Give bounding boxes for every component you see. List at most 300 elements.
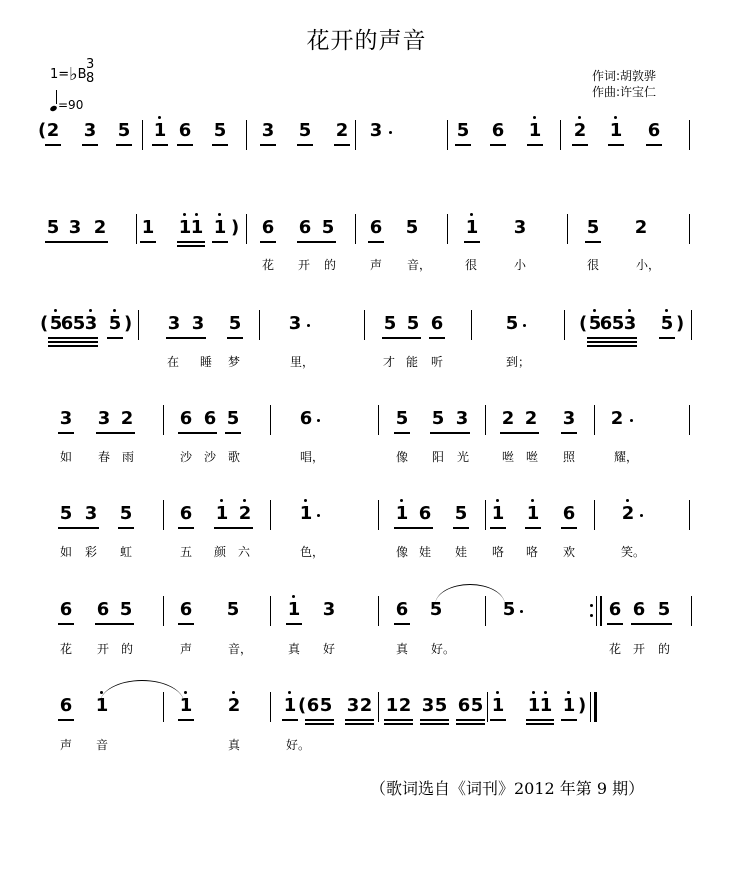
underline — [456, 719, 485, 721]
barline — [270, 405, 271, 435]
time-signature — [86, 58, 94, 86]
underline — [585, 241, 601, 243]
note: 2 — [227, 695, 241, 716]
note: 3 — [191, 313, 205, 334]
augmentation-dot — [317, 419, 320, 422]
underline — [48, 337, 98, 339]
lyric: 的 — [657, 642, 670, 656]
underline — [212, 241, 228, 243]
underline — [297, 241, 336, 243]
underline — [95, 623, 134, 625]
note: 1 — [395, 503, 409, 524]
underline — [394, 527, 433, 529]
note: 6 — [369, 217, 383, 238]
augmentation-dot — [389, 131, 392, 134]
open-paren: ( — [298, 695, 307, 716]
high-dot — [578, 116, 581, 119]
composer-credit: 作曲:许宝仁 — [592, 85, 657, 99]
underline — [384, 719, 413, 721]
underline — [166, 337, 206, 339]
underline — [305, 723, 334, 725]
high-dot — [243, 499, 246, 502]
underline — [526, 723, 554, 725]
underline — [382, 337, 421, 339]
note: 6 — [632, 599, 646, 620]
underline — [45, 144, 61, 146]
barline — [378, 500, 379, 530]
note: 2 — [238, 503, 252, 524]
lyric: 音， — [228, 642, 253, 656]
underline — [345, 723, 374, 725]
lyric: 的 — [323, 258, 336, 272]
underline — [561, 527, 577, 529]
underline — [587, 337, 637, 339]
underline — [420, 723, 449, 725]
barline — [596, 596, 597, 626]
barline — [564, 310, 565, 340]
note: 5 — [298, 120, 312, 141]
underline — [48, 341, 98, 343]
note: 5 — [588, 313, 602, 334]
note: 1 — [190, 217, 204, 238]
quarter-note-icon — [49, 105, 57, 112]
underline — [500, 432, 539, 434]
note: 5 — [226, 599, 240, 620]
underline — [526, 719, 554, 721]
high-dot — [400, 499, 403, 502]
lyric: 梦 — [227, 355, 240, 369]
underline — [177, 144, 193, 146]
note: 1 — [539, 695, 553, 716]
underline — [260, 144, 276, 146]
note: 3 — [369, 120, 383, 141]
note: 3 — [421, 695, 435, 716]
underline — [286, 623, 302, 625]
note: 3 — [513, 217, 527, 238]
high-dot — [288, 691, 291, 694]
underline — [58, 432, 74, 434]
close-paren: ) — [231, 217, 240, 238]
note: 5 — [454, 503, 468, 524]
note: 5 — [470, 695, 484, 716]
note: 3 — [97, 408, 111, 429]
barline — [138, 310, 139, 340]
underline — [214, 527, 253, 529]
lyric: 咯 — [525, 545, 538, 559]
high-dot — [304, 499, 307, 502]
song-title: 花开的声音 — [306, 28, 427, 54]
note: 3 — [83, 120, 97, 141]
note: 2 — [335, 120, 349, 141]
underline — [178, 432, 217, 434]
note: 5 — [49, 313, 63, 334]
lyric: 雨 — [121, 450, 134, 464]
note: 6 — [179, 408, 193, 429]
lyric: 像 — [395, 450, 408, 464]
lyric: 小， — [636, 258, 661, 272]
underline — [178, 527, 194, 529]
note: 5 — [383, 313, 397, 334]
lyric: 花 — [608, 642, 621, 656]
note: 2 — [501, 408, 515, 429]
underline — [48, 345, 98, 347]
barline — [485, 500, 486, 530]
lyric: 在 — [166, 355, 179, 369]
underline — [58, 719, 74, 721]
underline — [453, 527, 469, 529]
high-dot — [220, 499, 223, 502]
underline — [420, 719, 449, 721]
underline — [116, 144, 132, 146]
credits — [592, 68, 656, 100]
note: 1 — [465, 217, 479, 238]
lyric: 五 — [179, 545, 192, 559]
high-dot — [626, 499, 629, 502]
lyric: 开 — [297, 258, 310, 272]
barline — [270, 500, 271, 530]
high-dot — [496, 691, 499, 694]
underline — [140, 241, 156, 243]
underline — [525, 527, 541, 529]
open-paren: ( — [38, 120, 47, 141]
lyric: 咝 — [525, 450, 538, 464]
barline — [689, 500, 690, 530]
lyric: 沙 — [179, 450, 192, 464]
underline — [152, 144, 168, 146]
note: 6 — [60, 313, 74, 334]
note: 1 — [178, 217, 192, 238]
lyric: 小 — [513, 258, 526, 272]
lyric: 耀， — [614, 450, 639, 464]
barline — [447, 214, 448, 244]
high-dot — [544, 691, 547, 694]
note: 2 — [634, 217, 648, 238]
note: 6 — [261, 217, 275, 238]
note: 5 — [406, 313, 420, 334]
repeat-dot — [590, 614, 593, 617]
barline — [485, 596, 486, 626]
underline — [587, 345, 637, 347]
key-note: B — [77, 67, 87, 82]
time-signature-top: 3 — [86, 57, 95, 72]
barline — [355, 214, 356, 244]
underline — [430, 432, 470, 434]
lyric: 唱， — [300, 450, 325, 464]
note: 3 — [455, 408, 469, 429]
note: 1 — [213, 217, 227, 238]
high-dot — [292, 595, 295, 598]
lyric: 听 — [430, 355, 443, 369]
repeat-barline — [600, 596, 602, 626]
lyric: 咯 — [491, 545, 504, 559]
lyric: 开 — [632, 642, 645, 656]
lyric: 欢 — [562, 545, 575, 559]
barline — [485, 405, 486, 435]
close-paren: ) — [124, 313, 133, 334]
note: 1 — [287, 599, 301, 620]
lyric: 睡 — [199, 355, 212, 369]
note: 5 — [59, 503, 73, 524]
high-dot — [183, 213, 186, 216]
barline — [594, 500, 595, 530]
note: 1 — [215, 503, 229, 524]
note: 3 — [84, 313, 98, 334]
barline — [689, 405, 690, 435]
note: 3 — [68, 217, 82, 238]
underline — [607, 623, 623, 625]
underline — [384, 723, 413, 725]
lyric: 真 — [287, 642, 300, 656]
underline — [490, 527, 506, 529]
underline — [345, 719, 374, 721]
high-dot — [54, 309, 57, 312]
note: 5 — [395, 408, 409, 429]
high-dot — [593, 309, 596, 312]
repeat-dot — [590, 604, 593, 607]
note: 6 — [562, 503, 576, 524]
barline — [136, 214, 137, 244]
barline — [246, 214, 247, 244]
note: 5 — [319, 695, 333, 716]
note: 6 — [647, 120, 661, 141]
barline — [378, 596, 379, 626]
note: 5 — [405, 217, 419, 238]
lyric: 能 — [405, 355, 418, 369]
note: 1 — [153, 120, 167, 141]
augmentation-dot — [307, 324, 310, 327]
note: 2 — [120, 408, 134, 429]
underline — [178, 623, 194, 625]
lyric: 阳 — [431, 450, 444, 464]
underline — [58, 623, 74, 625]
high-dot — [665, 309, 668, 312]
underline — [456, 723, 485, 725]
flat-sign: ♭ — [69, 64, 78, 85]
underline — [260, 241, 276, 243]
barline — [163, 405, 164, 435]
underline — [464, 241, 480, 243]
note: 5 — [611, 313, 625, 334]
note: 5 — [119, 599, 133, 620]
barline — [163, 500, 164, 530]
note: 3 — [623, 313, 637, 334]
lyric: 的 — [120, 642, 133, 656]
note: 2 — [610, 408, 624, 429]
note: 6 — [395, 599, 409, 620]
note: 3 — [84, 503, 98, 524]
high-dot — [567, 691, 570, 694]
note: 6 — [96, 599, 110, 620]
note: 3 — [288, 313, 302, 334]
lyric: 花 — [59, 642, 72, 656]
tempo-marking — [50, 95, 83, 112]
high-dot — [184, 691, 187, 694]
underline — [82, 144, 98, 146]
barline — [447, 120, 448, 150]
open-paren: ( — [40, 313, 49, 334]
note: 5 — [434, 695, 448, 716]
underline — [659, 337, 675, 339]
note: 6 — [491, 120, 505, 141]
note: 5 — [321, 217, 335, 238]
note: 5 — [228, 313, 242, 334]
lyric: 颜 — [213, 545, 226, 559]
augmentation-dot — [317, 514, 320, 517]
underline — [305, 719, 334, 721]
lyric: 很 — [464, 258, 477, 272]
note: 5 — [657, 599, 671, 620]
barline — [270, 596, 271, 626]
barline — [142, 120, 143, 150]
note: 1 — [491, 503, 505, 524]
barline — [560, 120, 561, 150]
note: 5 — [72, 313, 86, 334]
close-paren: ) — [578, 695, 587, 716]
note-stem — [56, 90, 57, 104]
lyric: 声 — [59, 738, 72, 752]
note: 6 — [59, 695, 73, 716]
lyric: 像 — [395, 545, 408, 559]
note: 5 — [456, 120, 470, 141]
lyric: 彩 — [84, 545, 97, 559]
underline — [394, 623, 410, 625]
barline — [355, 120, 356, 150]
note: 6 — [418, 503, 432, 524]
note: 5 — [586, 217, 600, 238]
underline — [527, 144, 543, 146]
high-dot — [470, 213, 473, 216]
barline — [471, 310, 472, 340]
lyric: 声 — [179, 642, 192, 656]
note: 2 — [621, 503, 635, 524]
underline — [587, 341, 637, 343]
lyric: 笑。 — [621, 545, 646, 559]
note: 1 — [528, 120, 542, 141]
lyric: 春 — [97, 450, 110, 464]
high-dot — [158, 116, 161, 119]
underline — [212, 144, 228, 146]
lyric: 真 — [395, 642, 408, 656]
note: 3 — [562, 408, 576, 429]
high-dot — [628, 309, 631, 312]
barline — [567, 214, 568, 244]
note: 6 — [179, 599, 193, 620]
underline — [646, 144, 662, 146]
note: 2 — [46, 120, 60, 141]
lyric: 音， — [407, 258, 432, 272]
barline — [364, 310, 365, 340]
underline — [96, 432, 135, 434]
underline — [225, 432, 241, 434]
note: 6 — [59, 599, 73, 620]
lyric: 光 — [456, 450, 469, 464]
lyric: 虹 — [119, 545, 132, 559]
underline — [227, 337, 243, 339]
underline — [561, 719, 577, 721]
high-dot — [531, 499, 534, 502]
note: 6 — [179, 503, 193, 524]
high-dot — [496, 499, 499, 502]
note: 5 — [213, 120, 227, 141]
barline — [487, 692, 488, 722]
key-signature — [50, 62, 87, 83]
barline — [270, 692, 271, 722]
note: 5 — [505, 313, 519, 334]
lyric: 如 — [59, 450, 72, 464]
underline — [282, 719, 298, 721]
lyric: 好 — [322, 642, 335, 656]
high-dot — [532, 691, 535, 694]
note: 2 — [93, 217, 107, 238]
lyric: 里， — [290, 355, 315, 369]
lyric: 照 — [562, 450, 575, 464]
barline — [246, 120, 247, 150]
augmentation-dot — [523, 324, 526, 327]
note: 1 — [179, 695, 193, 716]
close-paren: ) — [676, 313, 685, 334]
lyric: 歌 — [227, 450, 240, 464]
lyric: 声 — [369, 258, 382, 272]
lyric: 如 — [59, 545, 72, 559]
barline — [259, 310, 260, 340]
barline — [594, 405, 595, 435]
underline — [118, 527, 134, 529]
note: 5 — [119, 503, 133, 524]
augmentation-dot — [630, 419, 633, 422]
note: 5 — [108, 313, 122, 334]
high-dot — [614, 116, 617, 119]
note: 1 — [299, 503, 313, 524]
note: 2 — [524, 408, 538, 429]
lyric: 好。 — [286, 738, 311, 752]
lyric: 沙 — [203, 450, 216, 464]
note: 2 — [573, 120, 587, 141]
high-dot — [89, 309, 92, 312]
high-dot — [218, 213, 221, 216]
lyricist-credit: 作词:胡敦骅 — [592, 69, 657, 83]
slur — [100, 680, 184, 703]
lyric: 花 — [261, 258, 274, 272]
note: 1 — [141, 217, 155, 238]
underline — [334, 144, 350, 146]
note: 1 — [385, 695, 399, 716]
barline — [691, 596, 692, 626]
slur — [435, 584, 505, 605]
underline — [177, 241, 205, 243]
lyric: 娃 — [454, 545, 467, 559]
note: 5 — [226, 408, 240, 429]
note: 1 — [562, 695, 576, 716]
barline — [689, 214, 690, 244]
note: 5 — [502, 599, 516, 620]
lyric: 娃 — [418, 545, 431, 559]
underline — [297, 144, 313, 146]
note: 5 — [429, 599, 443, 620]
high-dot — [195, 213, 198, 216]
note: 6 — [599, 313, 613, 334]
final-barline — [594, 692, 597, 722]
tempo-value: =90 — [58, 98, 84, 112]
open-paren: ( — [579, 313, 588, 334]
underline — [178, 719, 194, 721]
time-signature-bottom: 8 — [86, 71, 95, 86]
note: 6 — [608, 599, 622, 620]
lyric: 咝 — [501, 450, 514, 464]
note: 1 — [283, 695, 297, 716]
note: 6 — [298, 217, 312, 238]
note: 1 — [609, 120, 623, 141]
underline — [45, 241, 108, 243]
